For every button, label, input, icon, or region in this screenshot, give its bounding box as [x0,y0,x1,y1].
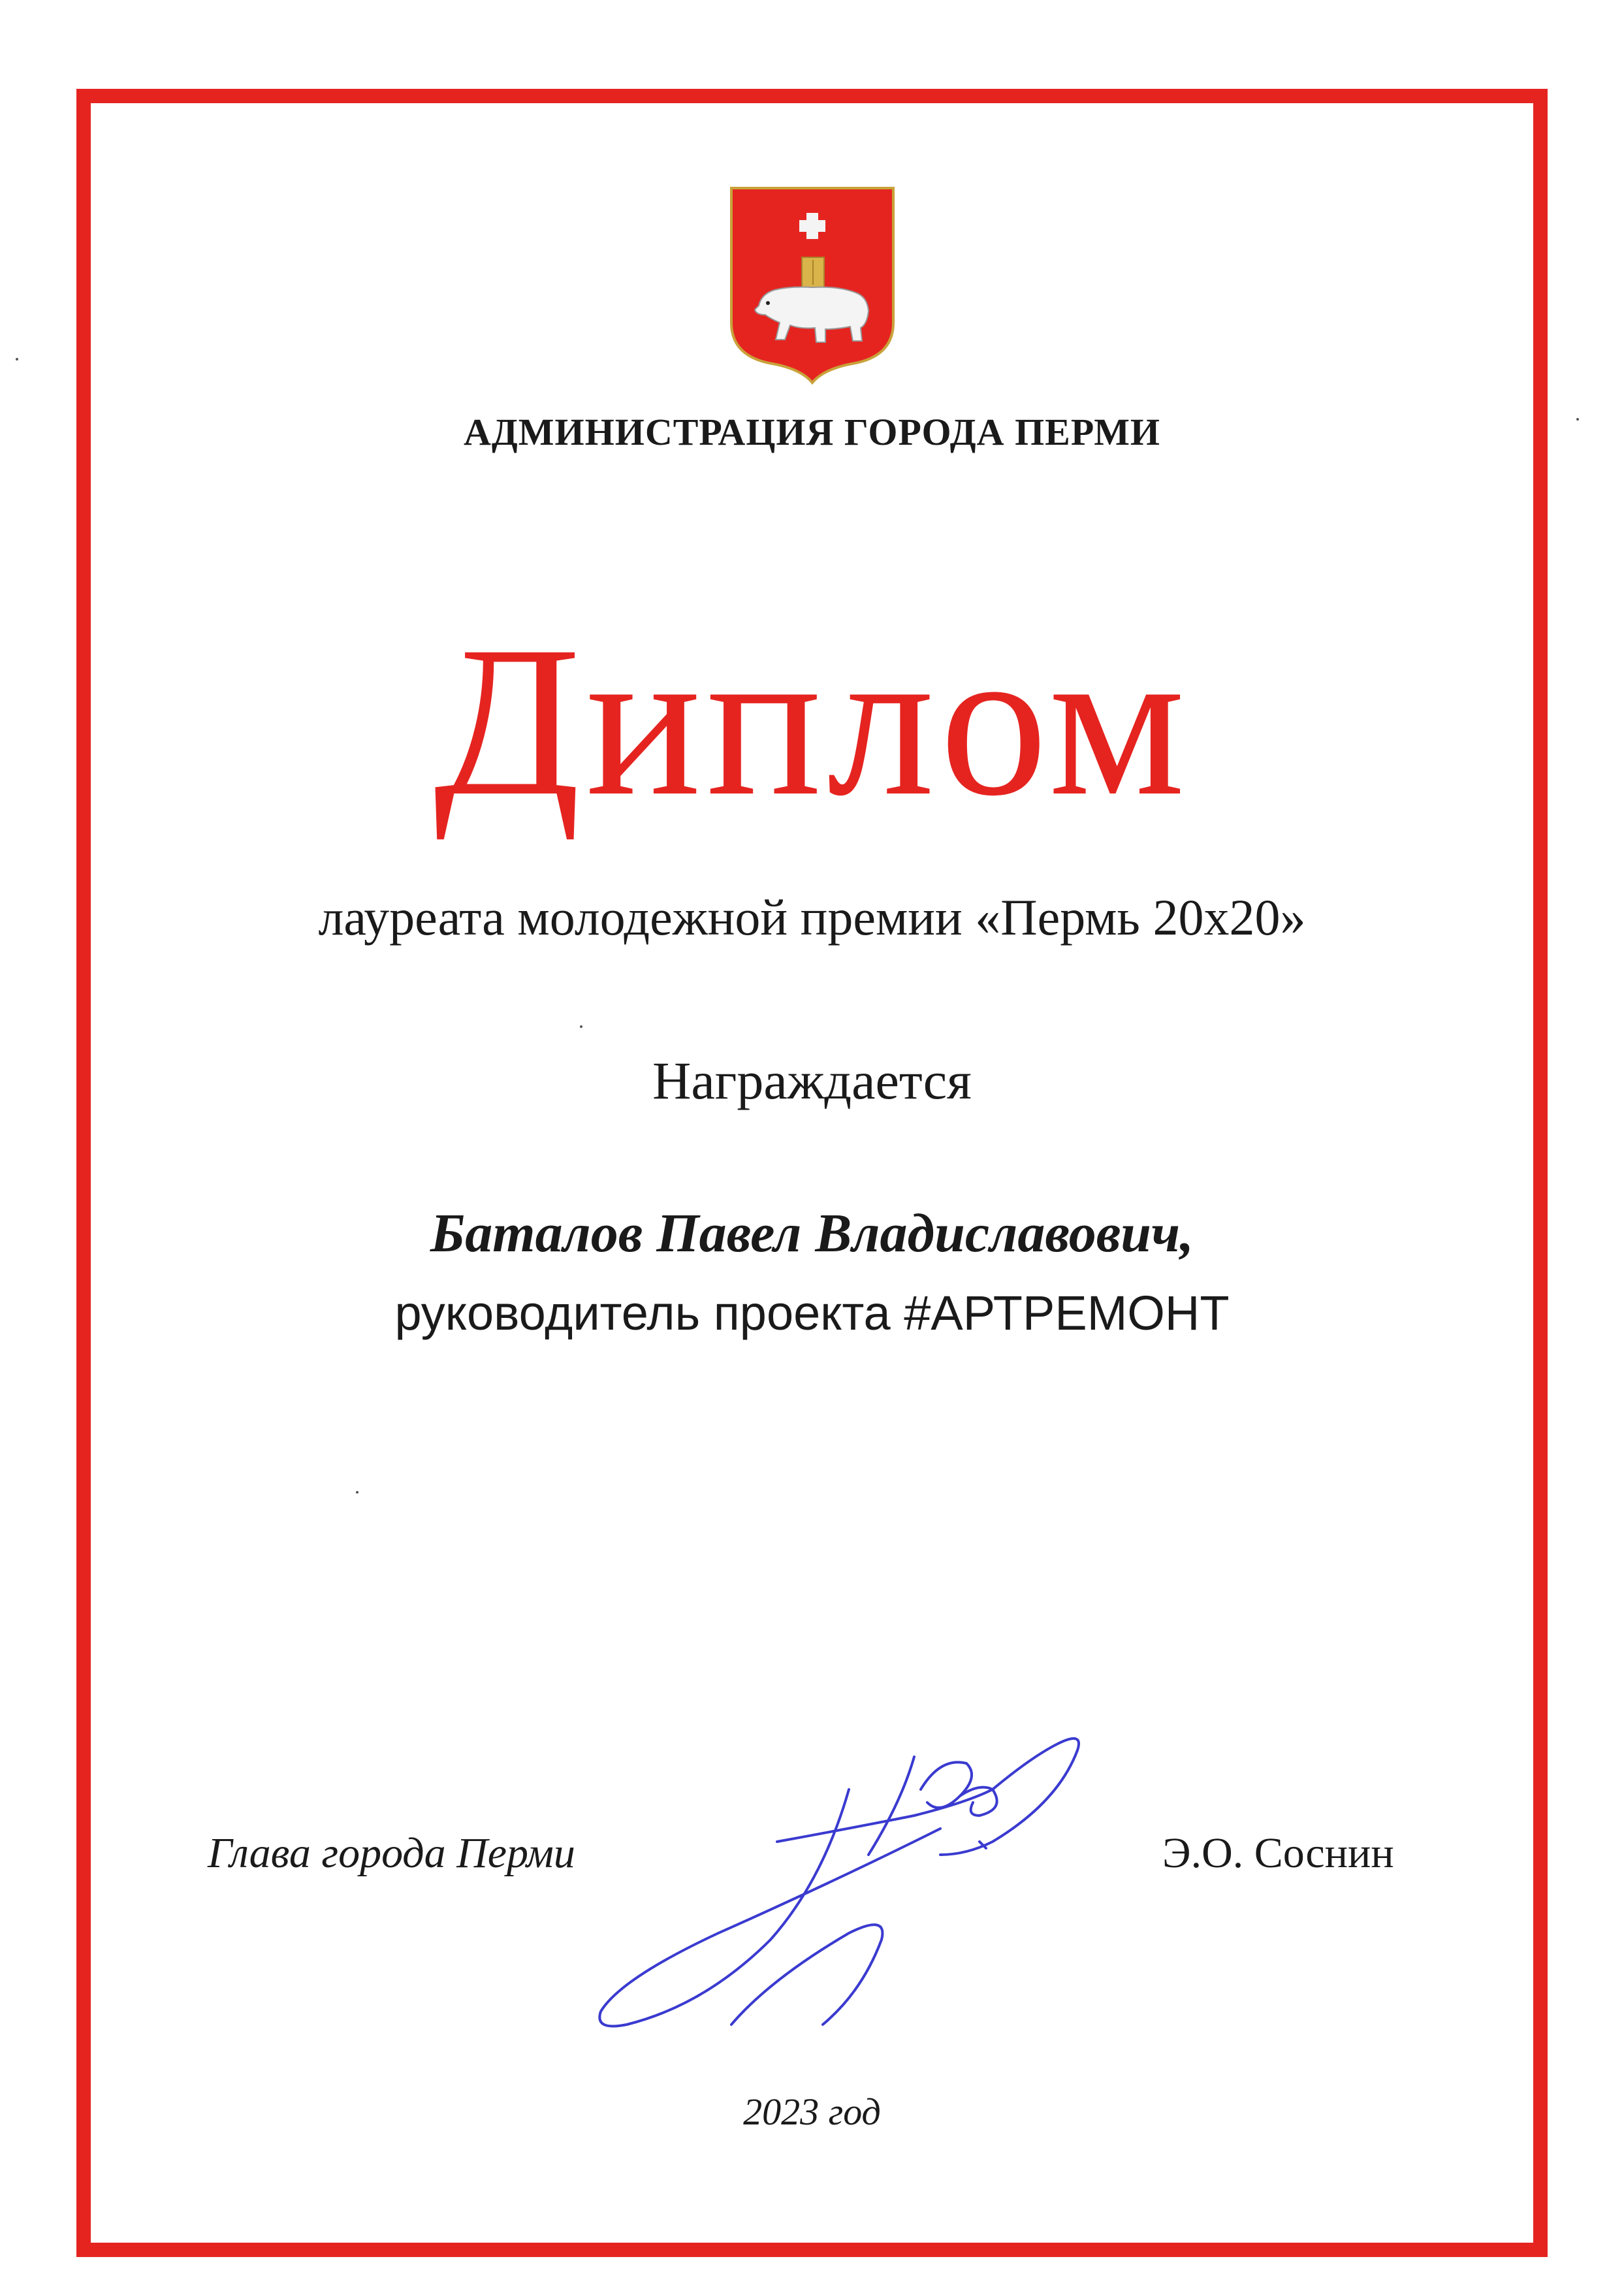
perm-coat-of-arms-icon [727,184,897,385]
awarded-label: Награждается [652,1051,972,1110]
diploma-subtitle: лауреата молодежной премии «Пермь 20х20» [318,889,1306,946]
signatory-position: Глава города Перми [208,1829,575,1877]
scan-speck [16,358,18,360]
diploma-title: Диплом [434,602,1190,841]
signatory-name: Э.О. Соснин [1162,1829,1394,1877]
recipient-role: руководитель проекта #АРТРЕМОНТ [394,1286,1230,1340]
scan-speck [1576,418,1579,421]
scan-speck [580,1025,582,1028]
organization-name: АДМИНИСТРАЦИЯ ГОРОДА ПЕРМИ [463,411,1161,453]
recipient-name: Баталов Павел Владиславович, [430,1203,1194,1264]
handwritten-signature [575,1718,1162,2057]
scan-speck [356,1491,358,1494]
diploma-year: 2023 год [743,2091,881,2133]
